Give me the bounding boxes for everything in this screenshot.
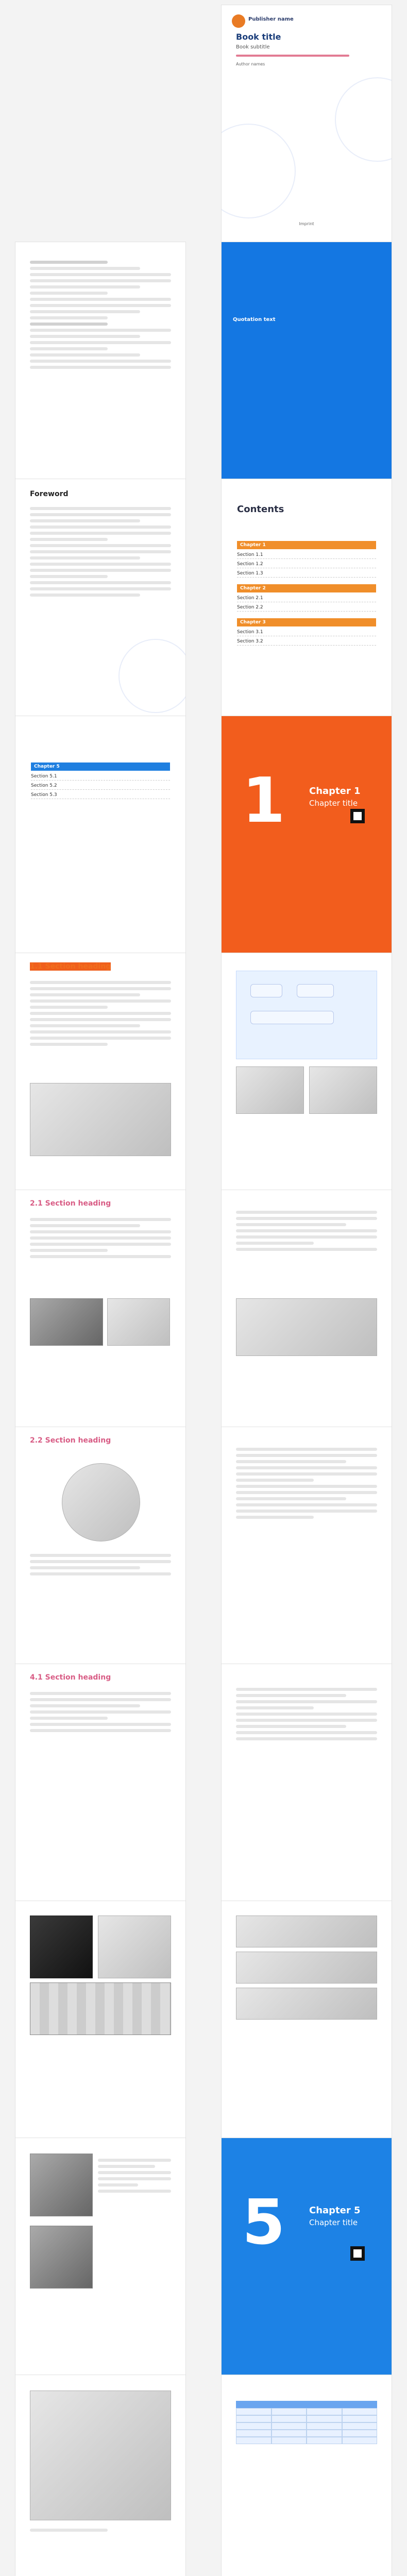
photo-collage-page: [15, 2375, 185, 2576]
data-table: [236, 2401, 377, 2444]
text-page: [222, 1427, 392, 1664]
quote-page: [222, 242, 392, 479]
cover-author: Author names: [236, 62, 265, 66]
figure-image: [30, 1916, 93, 1978]
section-heading: 4.1 Section heading: [30, 1673, 111, 1682]
qr-code-icon: [350, 809, 365, 823]
toc-title: Contents: [237, 504, 284, 515]
table-page: [222, 2375, 392, 2576]
section-text: [236, 1208, 377, 1254]
foreword-text: [30, 504, 171, 600]
diagram-node: [250, 1011, 334, 1024]
collage-image: [30, 2391, 171, 2520]
toc-item[interactable]: Section 1.1: [237, 552, 376, 559]
section-figure: [107, 1298, 170, 1346]
product-image: [30, 2154, 93, 2216]
diagram-node: [297, 984, 334, 997]
toc-item[interactable]: Section 5.3: [31, 792, 170, 799]
toc-page-2: [15, 716, 185, 953]
qr-code-icon: [350, 2246, 365, 2261]
title-divider: [236, 55, 349, 57]
diagram-page-2: [222, 1190, 392, 1427]
cover-title: Book title: [236, 32, 281, 42]
decorative-swirl: [335, 77, 392, 162]
decorative-swirl: [222, 124, 296, 218]
chapter-number: 5: [242, 2187, 285, 2259]
toc-item[interactable]: Chapter 5: [31, 762, 170, 771]
chapter-1-cover: [222, 716, 392, 953]
cover-imprint: Imprint: [299, 222, 314, 226]
section-figure: [30, 1298, 103, 1346]
section-text: [236, 1445, 377, 1522]
toc-item[interactable]: Section 3.2: [237, 639, 376, 646]
copyright-page: [15, 242, 185, 479]
section-text: [30, 1551, 171, 1579]
figure-image: [236, 1916, 377, 1947]
section-text: [30, 1689, 171, 1735]
cover-page: [222, 5, 392, 242]
equation-text: [236, 1685, 377, 1743]
logo-icon: [232, 14, 245, 28]
foreword-page: [15, 479, 185, 716]
diagram-node: [250, 984, 282, 997]
chapter-5-cover: [222, 2138, 392, 2375]
section-4-1-page: [15, 1664, 185, 1901]
section-figure: [236, 1298, 377, 1356]
section-text: [30, 1215, 171, 1261]
section-heading: 1.1 Section heading: [30, 962, 111, 971]
product-image: [30, 2226, 93, 2289]
toc-item[interactable]: Chapter 1: [237, 541, 376, 549]
figure-image: [309, 1066, 377, 1114]
equation-page: [222, 1664, 392, 1901]
figure-image: [236, 1066, 304, 1114]
section-heading: 2.2 Section heading: [30, 1436, 111, 1445]
figure-image: [236, 1988, 377, 2020]
chapter-label: Chapter 1: [309, 786, 361, 796]
cover-subtitle: Book subtitle: [236, 44, 270, 50]
toc-item[interactable]: Section 2.2: [237, 605, 376, 612]
section-2-1-page: [15, 1190, 185, 1427]
diagram-page: [222, 953, 392, 1190]
toc-item[interactable]: Section 5.1: [31, 774, 170, 781]
section-2-2-page: [15, 1427, 185, 1664]
section-figure: [30, 1083, 171, 1156]
decorative-swirl: [118, 639, 185, 713]
figure-image: [30, 1982, 171, 2035]
section-heading: 2.1 Section heading: [30, 1199, 111, 1208]
image-grid-page-2: [222, 1901, 392, 2138]
toc-item[interactable]: Section 5.2: [31, 783, 170, 790]
foreword-title: Foreword: [30, 490, 69, 498]
toc-item[interactable]: Chapter 2: [237, 584, 376, 592]
figure-image: [236, 1952, 377, 1984]
image-grid-page: [15, 1901, 185, 2138]
text-block: [30, 258, 171, 323]
chapter-title: Chapter title: [309, 799, 358, 808]
toc-item[interactable]: Section 3.1: [237, 630, 376, 636]
section-text: [98, 2156, 171, 2196]
section-text: [30, 978, 171, 1049]
toc-item[interactable]: Section 1.3: [237, 571, 376, 578]
publisher-name: Publisher name: [248, 16, 294, 22]
cycle-diagram: [62, 1463, 140, 1541]
toc-item[interactable]: Section 1.2: [237, 562, 376, 568]
chapter-number: 1: [242, 765, 285, 837]
toc-item[interactable]: Chapter 3: [237, 618, 376, 626]
chapter-title: Chapter title: [309, 2218, 358, 2227]
quote-text: Quotation text: [233, 317, 276, 323]
figure-image: [98, 1916, 171, 1978]
photo-page: [15, 2138, 185, 2375]
toc-item[interactable]: Section 2.1: [237, 596, 376, 602]
text-block: [30, 319, 171, 372]
section-1-1-page: [15, 953, 185, 1190]
chapter-label: Chapter 5: [309, 2205, 361, 2216]
caption: [30, 2526, 171, 2535]
toc-page-1: [222, 479, 392, 716]
